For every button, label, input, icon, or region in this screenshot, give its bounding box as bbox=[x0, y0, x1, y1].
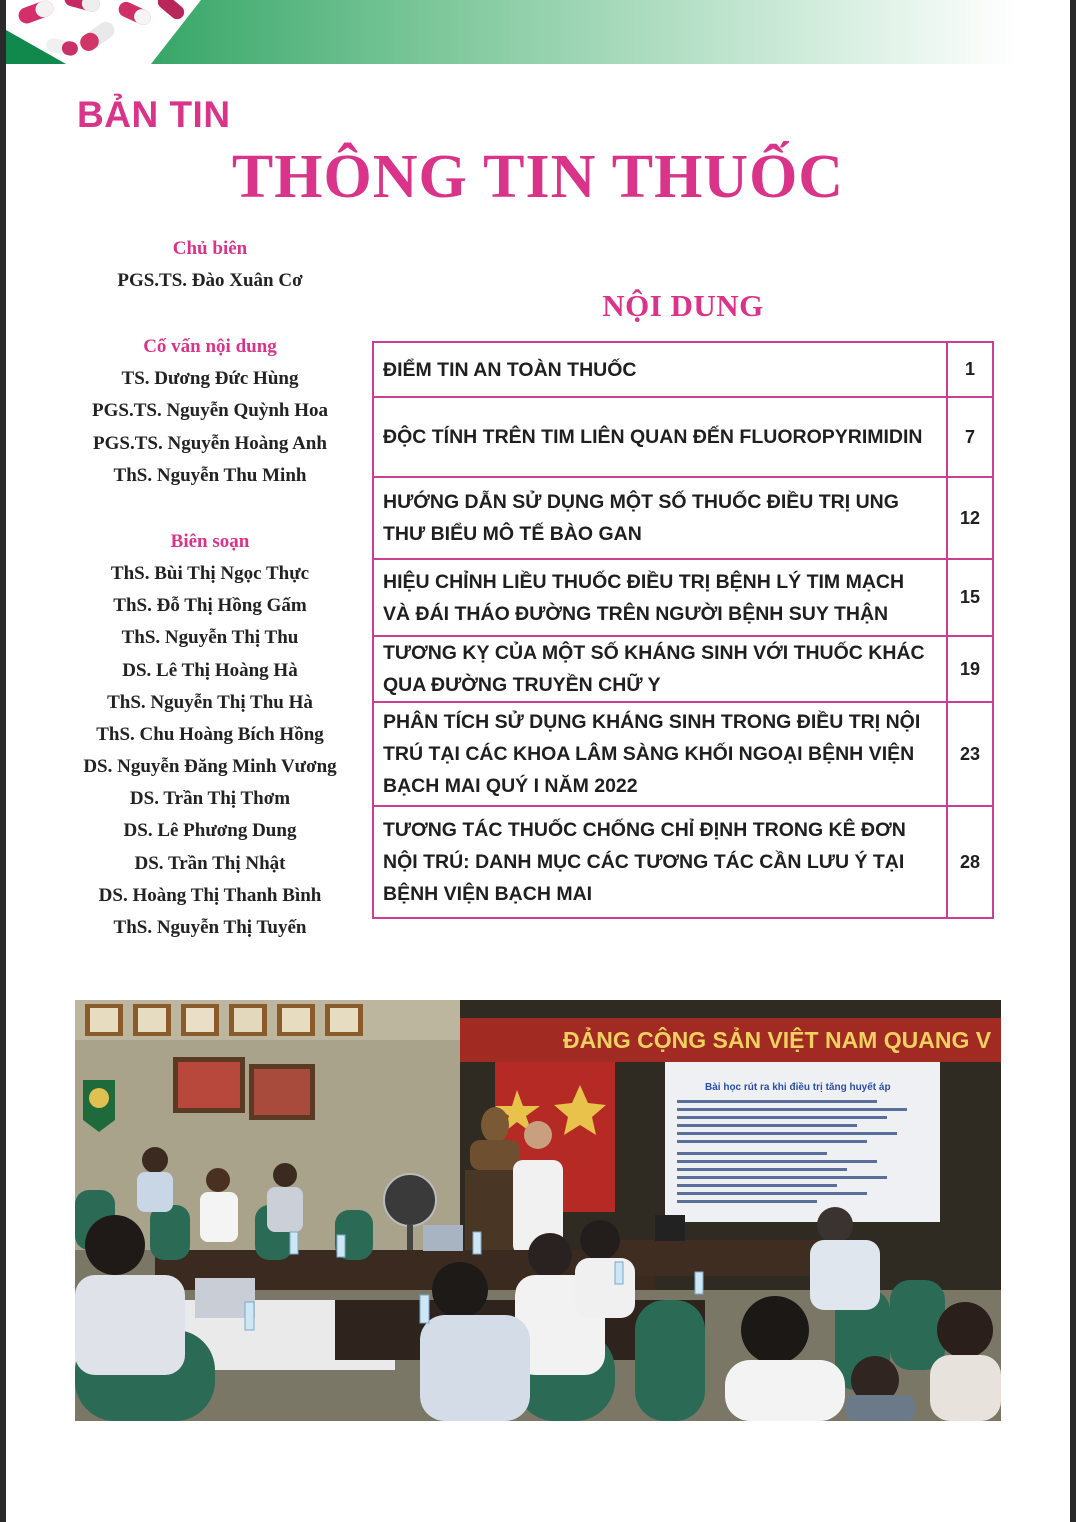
compiler-name: DS. Lê Phương Dung bbox=[123, 820, 297, 842]
compiler-name: ThS. Nguyễn Thị Tuyến bbox=[113, 917, 307, 938]
toc-row[interactable] bbox=[373, 342, 993, 397]
slide-title: Bài học rút ra khi điều trị tăng huyết áp bbox=[705, 1082, 891, 1093]
toc-row[interactable] bbox=[373, 636, 993, 702]
toc-item-page: 1 bbox=[947, 342, 993, 397]
banner-text: ĐẢNG CỘNG SẢN VIỆT NAM QUANG V bbox=[563, 1027, 992, 1053]
toc-item-title: ĐIỂM TIN AN TOÀN THUỐC bbox=[373, 342, 947, 397]
advisors-role: Cố vấn nội dung bbox=[143, 336, 277, 358]
toc-item-title: PHÂN TÍCH SỬ DỤNG KHÁNG SINH TRONG ĐIỀU TRỊ NỘI TRÚ TẠI CÁC KHOA LÂM SÀNG KHỐI NGOẠI BỆNH VIỆN BẠCH MAI QUÝ I NĂM 2022 bbox=[373, 702, 947, 806]
toc-item-title: TƯƠNG KỴ CỦA MỘT SỐ KHÁNG SINH VỚI THUỐC KHÁC QUA ĐƯỜNG TRUYỀN CHỮ Y bbox=[373, 636, 947, 702]
compiler-name: DS. Hoàng Thị Thanh Bình bbox=[98, 884, 322, 906]
toc-row[interactable] bbox=[373, 559, 993, 636]
editor-role: Chủ biên bbox=[172, 238, 248, 259]
advisor-name: ThS. Nguyễn Thu Minh bbox=[113, 464, 307, 486]
toc-row[interactable] bbox=[373, 397, 993, 477]
page-title bbox=[0, 142, 1076, 213]
toc-item-page: 12 bbox=[947, 477, 993, 559]
compiler-name: ThS. Nguyễn Thị Thu bbox=[121, 627, 299, 649]
toc-table bbox=[372, 341, 994, 919]
toc-heading: NỘI DUNG bbox=[602, 288, 764, 323]
toc-item-title: HƯỚNG DẪN SỬ DỤNG MỘT SỐ THUỐC ĐIỀU TRỊ UNG THƯ BIỂU MÔ TẾ BÀO GAN bbox=[373, 477, 947, 559]
toc-row[interactable] bbox=[373, 806, 993, 918]
compiler-name: ThS. Bùi Thị Ngọc Thực bbox=[110, 562, 310, 584]
compiler-name: DS. Trần Thị Nhật bbox=[134, 852, 286, 874]
compiler-name: ThS. Nguyễn Thị Thu Hà bbox=[107, 691, 313, 713]
page-title-text: THÔNG TIN THUỐC bbox=[231, 143, 845, 211]
toc-item-page: 19 bbox=[947, 636, 993, 702]
compiler-name: DS. Trần Thị Thơm bbox=[129, 788, 291, 810]
toc-item-title: HIỆU CHỈNH LIỀU THUỐC ĐIỀU TRỊ BỆNH LÝ TIM MẠCH VÀ ĐÁI THÁO ĐƯỜNG TRÊN NGƯỜI BỆNH SUY THẬN bbox=[373, 559, 947, 636]
compilers-role: Biên soạn bbox=[170, 530, 250, 552]
toc-row[interactable] bbox=[373, 477, 993, 559]
toc-item-page: 7 bbox=[947, 397, 993, 477]
advisor-name: PGS.TS. Nguyễn Quỳnh Hoa bbox=[92, 400, 328, 422]
toc-item-page: 23 bbox=[947, 702, 993, 806]
header-band bbox=[6, 0, 1070, 64]
toc-item-page: 15 bbox=[947, 559, 993, 636]
meeting-photo-illustration bbox=[75, 1000, 1001, 1421]
toc-item-title: ĐỘC TÍNH TRÊN TIM LIÊN QUAN ĐẾN FLUOROPYRIMIDIN bbox=[373, 397, 947, 477]
bulletin-label: BẢN TIN bbox=[77, 94, 231, 135]
compiler-name: DS. Nguyễn Đăng Minh Vương bbox=[83, 756, 337, 778]
toc-row[interactable] bbox=[373, 702, 993, 806]
advisor-name: TS. Dương Đức Hùng bbox=[121, 368, 299, 390]
compiler-name: DS. Lê Thị Hoàng Hà bbox=[122, 659, 298, 681]
compiler-name: ThS. Chu Hoàng Bích Hồng bbox=[96, 723, 324, 745]
compiler-name: ThS. Đỗ Thị Hồng Gấm bbox=[113, 595, 307, 617]
credits-column bbox=[60, 233, 360, 944]
capsules-icon bbox=[6, 0, 206, 64]
advisor-name: PGS.TS. Nguyễn Hoàng Anh bbox=[93, 432, 327, 454]
editor-name: PGS.TS. Đào Xuân Cơ bbox=[117, 270, 303, 291]
meeting-photo bbox=[75, 1000, 1001, 1421]
toc-item-page: 28 bbox=[947, 806, 993, 918]
toc-item-title: TƯƠNG TÁC THUỐC CHỐNG CHỈ ĐỊNH TRONG KÊ ĐƠN NỘI TRÚ: DANH MỤC CÁC TƯƠNG TÁC CẦN LƯU Ý TẠI BỆNH VIỆN BẠCH MAI bbox=[373, 806, 947, 918]
